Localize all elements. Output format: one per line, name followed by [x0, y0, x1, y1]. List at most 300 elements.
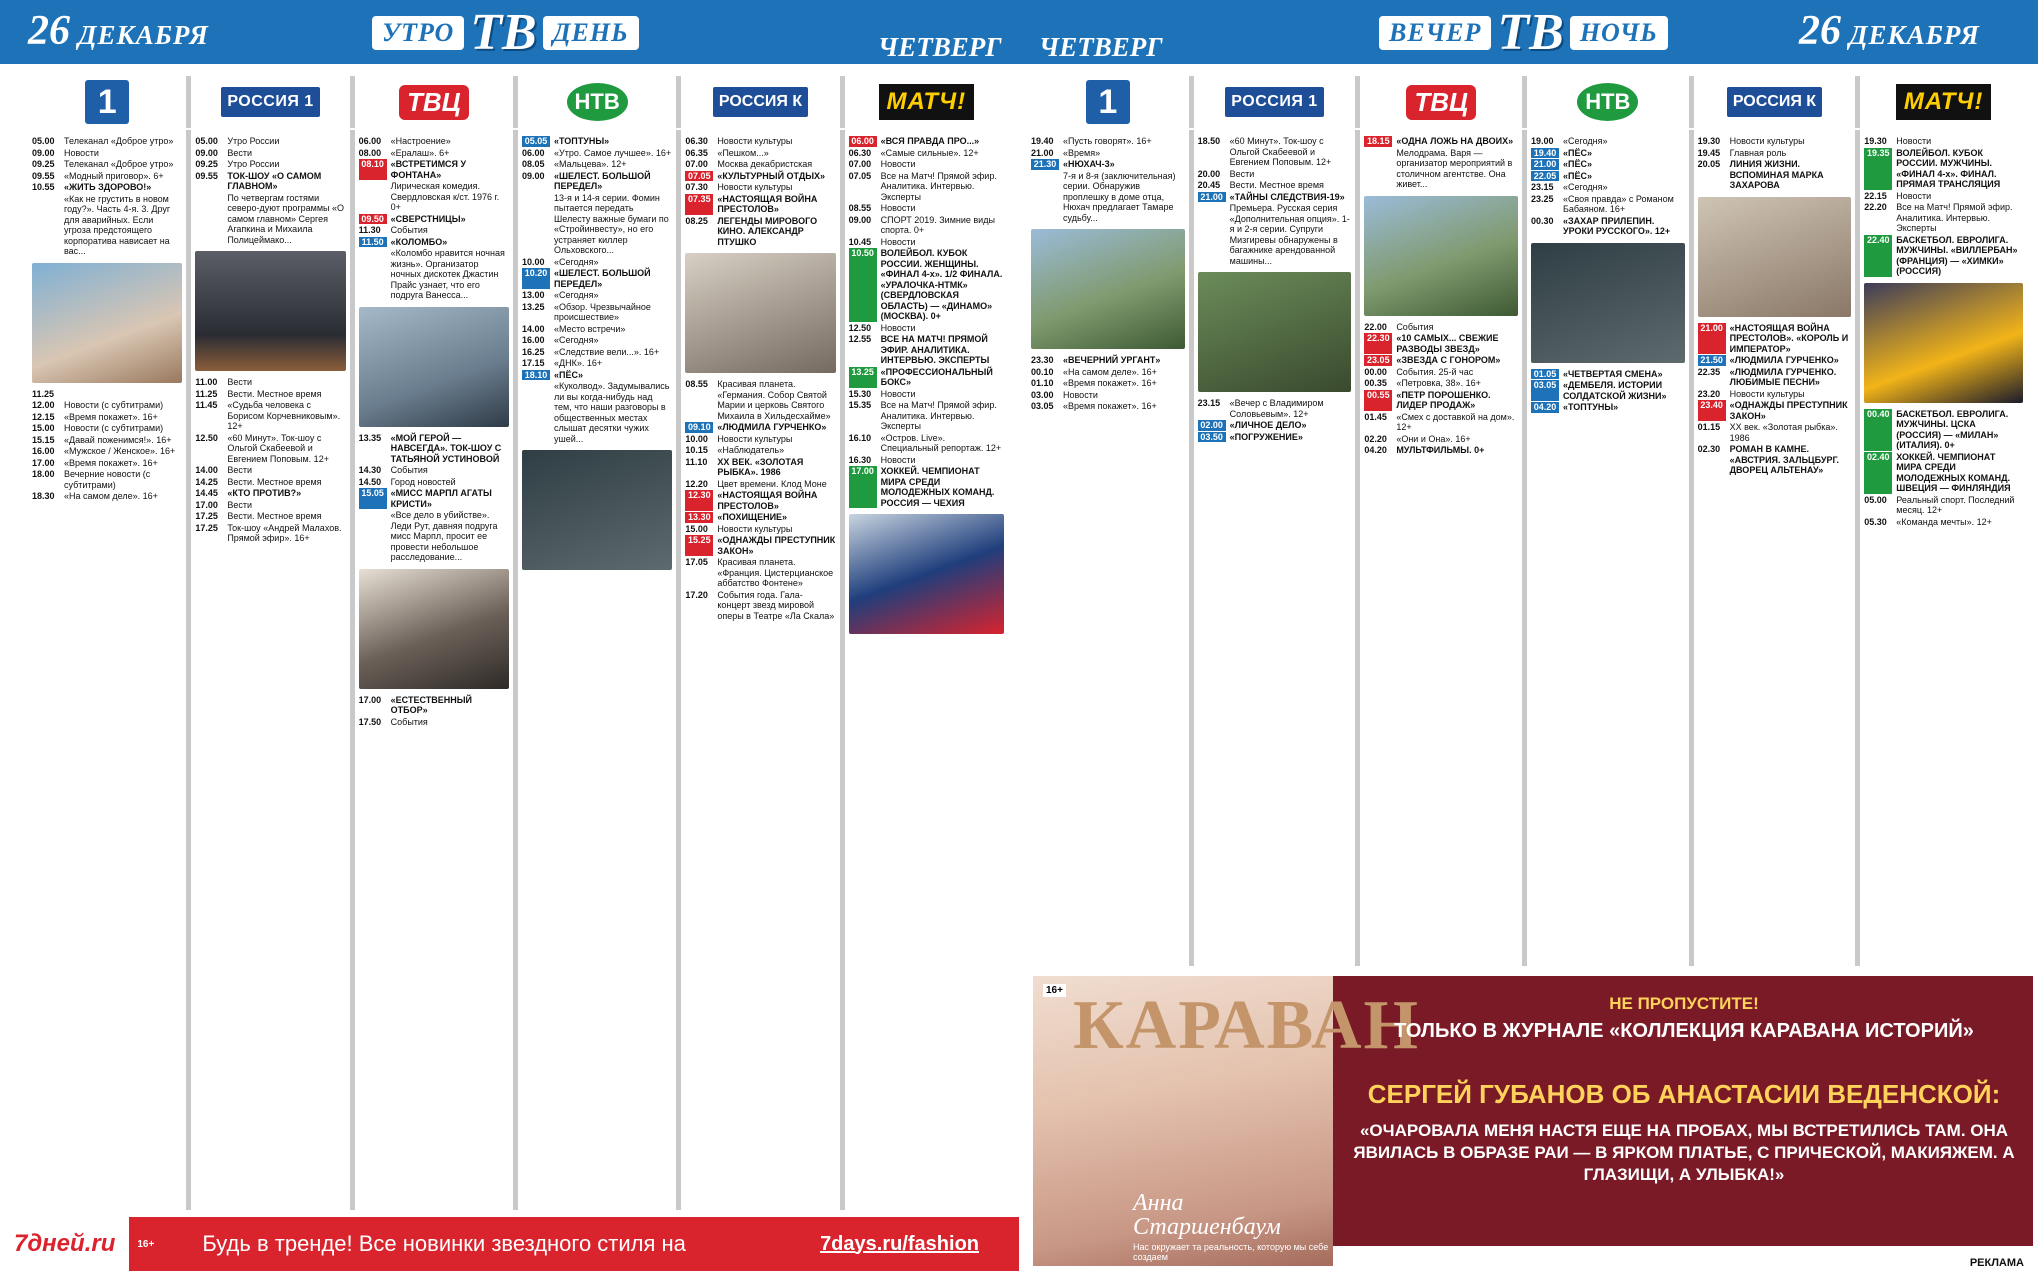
program-row[interactable] — [1198, 398, 1352, 419]
program-row[interactable] — [685, 590, 835, 622]
program-row[interactable] — [195, 465, 345, 476]
program-row[interactable] — [1198, 432, 1352, 443]
program-row[interactable] — [685, 557, 835, 589]
program-time: 20.45 — [1197, 180, 1221, 190]
program-row[interactable] — [849, 215, 1004, 236]
program-row[interactable] — [522, 193, 672, 256]
program-title: «Сегодня» — [553, 335, 599, 345]
program-time: 14.30 — [358, 465, 382, 475]
program-row[interactable] — [685, 524, 835, 535]
program-title: «ЛЮДМИЛА ГУРЧЕНКО» — [1729, 355, 1839, 365]
program-row[interactable] — [1364, 136, 1518, 147]
program-row[interactable] — [849, 389, 1004, 400]
program-title: События. 25-й час — [1396, 366, 1474, 377]
channel-logo — [1360, 76, 1527, 128]
program-time: 17.00 — [195, 499, 218, 510]
program-row[interactable] — [685, 445, 835, 456]
program-time: 17.25 — [195, 511, 218, 521]
program-title: «10 САМЫХ... СВЕЖИЕ РАЗВОДЫ ЗВЕЗД» — [1396, 333, 1499, 354]
program-row[interactable] — [849, 334, 1004, 366]
program-time: 14.00 — [195, 465, 218, 475]
program-time: 11.10 — [685, 456, 708, 467]
program-row[interactable] — [32, 136, 182, 147]
program-time: 01.15 — [1697, 422, 1721, 432]
program-row[interactable] — [32, 148, 182, 159]
program-row[interactable] — [685, 216, 835, 248]
program-title: Вести. Местное время — [227, 511, 322, 521]
channel-column — [1360, 130, 1527, 966]
program-time: 10.50 — [849, 248, 877, 322]
program-time: 15.05 — [359, 488, 387, 509]
program-time: 23.05 — [1364, 355, 1392, 366]
program-row[interactable] — [359, 488, 509, 509]
program-row[interactable] — [195, 500, 345, 511]
program-row[interactable] — [1198, 192, 1352, 203]
program-title: «Все дело в убийстве». Леди Рут, давняя подруга мисс Марпл, просит ее провести небольшое расследование... — [390, 510, 498, 562]
program-row[interactable] — [522, 290, 672, 301]
program-row[interactable] — [359, 237, 509, 248]
program-row[interactable] — [685, 422, 835, 433]
program-row[interactable] — [522, 381, 672, 444]
program-row[interactable] — [359, 214, 509, 225]
program-time: 22.35 — [1697, 366, 1721, 377]
program-row[interactable] — [1198, 180, 1352, 191]
program-row[interactable] — [1031, 401, 1185, 412]
program-time: 17.00 — [358, 694, 382, 705]
program-row[interactable] — [849, 148, 1004, 159]
program-row[interactable] — [522, 358, 672, 369]
program-title: «ЛЮДМИЛА ГУРЧЕНКО» — [717, 422, 827, 432]
program-time: 22.30 — [1364, 333, 1392, 354]
program-photo — [1364, 196, 1518, 316]
program-row[interactable] — [32, 159, 182, 170]
program-row[interactable] — [32, 182, 182, 193]
program-row[interactable] — [1698, 400, 1852, 421]
program-row[interactable] — [1698, 323, 1852, 355]
program-time: 09.00 — [848, 214, 872, 225]
program-row[interactable] — [849, 237, 1004, 248]
program-row[interactable] — [849, 433, 1004, 454]
program-row[interactable] — [195, 477, 345, 488]
program-row[interactable] — [685, 490, 835, 511]
program-row[interactable] — [1031, 136, 1185, 147]
program-time: 17.00 — [32, 457, 55, 468]
program-row[interactable] — [522, 347, 672, 358]
program-time: 17.25 — [195, 522, 218, 533]
program-row[interactable] — [1198, 420, 1352, 431]
program-row[interactable] — [195, 433, 345, 465]
program-row[interactable] — [1864, 235, 2023, 277]
program-row[interactable] — [685, 379, 835, 421]
program-title: «Петровка, 38». 16+ — [1396, 378, 1481, 388]
program-time: 12.50 — [195, 432, 218, 443]
program-row[interactable] — [685, 159, 835, 170]
channel-logo-mark: РОССИЯ К — [713, 87, 808, 117]
channel-logo-mark: РОССИЯ К — [1727, 87, 1822, 117]
program-title: «Модный приговор». 6+ — [64, 170, 164, 181]
channel-logo-mark: 1 — [85, 80, 129, 124]
program-row[interactable] — [195, 193, 345, 246]
program-row[interactable] — [849, 203, 1004, 214]
program-time: 07.00 — [848, 159, 872, 169]
program-time: 06.35 — [685, 147, 708, 158]
program-time: 08.55 — [685, 379, 708, 389]
program-photo — [1698, 197, 1852, 317]
program-row[interactable] — [1031, 171, 1185, 224]
program-row[interactable] — [32, 458, 182, 469]
program-row[interactable] — [849, 171, 1004, 203]
program-title: «ОДНАЖДЫ ПРЕСТУПНИК ЗАКОН» — [1729, 400, 1848, 421]
program-row[interactable] — [849, 323, 1004, 334]
program-row[interactable] — [359, 695, 509, 716]
program-row[interactable] — [32, 446, 182, 457]
program-title: «Смех с доставкой на дом». 12+ — [1396, 411, 1515, 432]
program-time: 23.30 — [1031, 355, 1054, 365]
program-row[interactable] — [1364, 445, 1518, 456]
channel-column — [191, 130, 354, 1210]
program-title: 13-я и 14-я серии. Фомин пытается передать Шелесту важные бумаги по «Стройинвесту», но его устраняет киллер Ольховского... — [553, 192, 669, 255]
program-title: Новости — [880, 322, 916, 333]
weekday-label: ЧЕТВЕРГ — [1039, 32, 1163, 62]
program-row[interactable] — [1698, 389, 1852, 400]
footer-link[interactable]: 7days.ru/fashion — [820, 1232, 979, 1255]
program-row[interactable] — [1864, 409, 2023, 451]
program-time: 12.00 — [32, 400, 55, 410]
program-row[interactable] — [1364, 322, 1518, 333]
program-row[interactable] — [849, 248, 1004, 322]
program-photo — [359, 569, 509, 689]
program-row[interactable] — [1531, 216, 1685, 237]
program-time: 14.50 — [358, 476, 382, 487]
program-row[interactable] — [32, 194, 182, 257]
program-row[interactable] — [685, 512, 835, 523]
program-row[interactable] — [685, 182, 835, 193]
program-time: 09.50 — [359, 214, 387, 225]
program-row[interactable] — [359, 717, 509, 728]
program-time: 18.15 — [1364, 136, 1392, 147]
program-title: «Они и Онa». 16+ — [1396, 433, 1471, 444]
program-row[interactable] — [1531, 148, 1685, 159]
tv-logo: ВЕЧЕР ТВ НОЧЬ — [1379, 10, 1668, 56]
program-row[interactable] — [522, 335, 672, 346]
program-row[interactable] — [685, 148, 835, 159]
program-row[interactable] — [1531, 380, 1685, 401]
program-row[interactable] — [1364, 390, 1518, 411]
program-time: 08.25 — [685, 215, 708, 226]
program-title: Новости культуры — [717, 182, 793, 192]
program-time: 16.00 — [32, 446, 55, 456]
magazine-cover-name: Анна Старшенбаум — [1133, 1190, 1281, 1240]
program-title: «ОДНАЖДЫ ПРЕСТУПНИК ЗАКОН» — [717, 535, 836, 556]
program-row[interactable] — [1698, 367, 1852, 388]
channel-logo-mark: МАТЧ! — [1896, 84, 1992, 120]
program-row[interactable] — [522, 268, 672, 289]
channel-logo — [355, 76, 518, 128]
program-row[interactable] — [685, 434, 835, 445]
program-row[interactable] — [1364, 333, 1518, 354]
program-row[interactable] — [522, 159, 672, 170]
program-row[interactable] — [359, 477, 509, 488]
site-logo[interactable]: 7дней.ru — [0, 1217, 129, 1271]
program-row[interactable] — [1031, 355, 1185, 366]
program-time — [522, 193, 550, 256]
program-time: 08.00 — [358, 147, 382, 158]
program-time: 08.10 — [359, 159, 387, 180]
program-row[interactable] — [1864, 191, 2023, 202]
program-row[interactable] — [1031, 378, 1185, 389]
program-row[interactable] — [685, 171, 835, 182]
program-row[interactable] — [1698, 422, 1852, 443]
program-row[interactable] — [32, 400, 182, 411]
program-title: «КУЛЬТУРНЫЙ ОТДЫХ» — [717, 170, 826, 181]
program-title: ЛЕГЕНДЫ МИРОВОГО КИНО. АЛЕКСАНДР ПТУШКО — [717, 215, 818, 247]
program-row[interactable] — [685, 136, 835, 147]
program-row[interactable] — [1364, 378, 1518, 389]
program-title: Москва декабристская — [717, 159, 813, 169]
program-row[interactable] — [1531, 402, 1685, 413]
program-row[interactable] — [849, 400, 1004, 432]
program-row[interactable] — [849, 455, 1004, 466]
program-row[interactable] — [195, 148, 345, 159]
program-row[interactable] — [1364, 355, 1518, 366]
program-title: «ТОПТУНЫ» — [1562, 402, 1619, 412]
program-row[interactable] — [195, 136, 345, 147]
program-time: 19.30 — [1697, 136, 1721, 146]
channel-logo-mark: НТВ — [567, 83, 628, 121]
program-title: «Давай поженимся!». 16+ — [64, 434, 172, 445]
program-row[interactable] — [1531, 369, 1685, 380]
program-title: «Коломбо нравится ночная жизнь». Организатор ночных дискотек Джастин Прайс узнает, что его подруга Ванесса... — [390, 248, 505, 300]
program-time: 11.25 — [195, 388, 218, 399]
program-time: 09.25 — [195, 159, 218, 169]
program-row[interactable] — [1031, 159, 1185, 170]
program-time: 10.20 — [522, 268, 550, 289]
channel-column — [1694, 130, 1861, 966]
program-title: Цвет времени. Клод Моне — [717, 478, 827, 489]
program-row[interactable] — [1364, 434, 1518, 445]
program-row[interactable] — [849, 136, 1004, 147]
program-title: «Время покажет». 16+ — [64, 411, 158, 422]
advertisement[interactable] — [1019, 976, 2038, 1271]
program-row[interactable] — [1031, 148, 1185, 159]
program-row[interactable] — [1698, 444, 1852, 476]
program-time: 23.20 — [1697, 388, 1721, 399]
program-row[interactable] — [195, 171, 345, 192]
program-row[interactable] — [1364, 148, 1518, 190]
program-row[interactable] — [1698, 159, 1852, 191]
program-time: 09.10 — [685, 422, 713, 433]
program-row[interactable] — [1531, 194, 1685, 215]
program-time: 05.05 — [522, 136, 550, 147]
program-row[interactable] — [1698, 148, 1852, 159]
program-time: 12.55 — [848, 334, 872, 344]
program-row[interactable] — [522, 148, 672, 159]
program-title: Город новостей — [390, 476, 456, 487]
program-time: 19.00 — [1530, 136, 1554, 146]
program-time: 17.20 — [685, 589, 708, 600]
program-row[interactable] — [1198, 203, 1352, 266]
program-row[interactable] — [1864, 517, 2023, 528]
program-title: Новости (с субтитрами) — [64, 423, 164, 433]
program-row[interactable] — [359, 159, 509, 180]
program-title: «ДЕМБЕЛЯ. ИСТОРИИ СОЛДАТСКОЙ ЖИЗНИ» — [1562, 380, 1667, 401]
program-row[interactable] — [522, 171, 672, 192]
program-title: Новости — [880, 388, 916, 399]
program-row[interactable] — [195, 377, 345, 388]
program-row[interactable] — [1531, 182, 1685, 193]
program-row[interactable] — [1864, 495, 2023, 516]
program-time: 10.00 — [685, 433, 708, 444]
program-time — [1364, 148, 1392, 190]
program-row[interactable] — [195, 511, 345, 522]
program-title: Телеканал «Доброе утро» — [64, 159, 174, 169]
program-time: 20.00 — [1197, 168, 1221, 179]
program-time: 17.15 — [521, 358, 545, 368]
program-row[interactable] — [32, 423, 182, 434]
program-row[interactable] — [522, 302, 672, 323]
program-row[interactable] — [1531, 136, 1685, 147]
program-time: 11.50 — [359, 237, 387, 248]
program-time: 20.05 — [1697, 159, 1721, 169]
program-row[interactable] — [359, 433, 509, 465]
program-title: «Судьба человека с Борисом Корчевниковым». 12+ — [227, 400, 341, 431]
program-row[interactable] — [32, 469, 182, 490]
program-title: «НЮХАЧ-3» — [1063, 159, 1115, 169]
program-time: 00.10 — [1031, 366, 1054, 377]
program-row[interactable] — [1531, 159, 1685, 170]
program-row[interactable] — [359, 248, 509, 301]
program-row[interactable] — [1198, 169, 1352, 180]
program-row[interactable] — [1864, 452, 2023, 494]
program-row[interactable] — [1364, 367, 1518, 378]
program-title: «60 Минут». Ток-шоу с Ольгой Скабеевой и Евгением Поповым. 12+ — [1229, 136, 1332, 167]
program-row[interactable] — [685, 535, 835, 556]
program-row[interactable] — [359, 148, 509, 159]
program-title: «ВЕЧЕРНИЙ УРГАНТ» — [1063, 355, 1161, 365]
program-row[interactable] — [1698, 355, 1852, 366]
program-row[interactable] — [195, 400, 345, 432]
program-row[interactable] — [195, 389, 345, 400]
program-row[interactable] — [1031, 367, 1185, 378]
program-time — [195, 193, 223, 246]
program-title: МУЛЬТФИЛЬМЫ. 0+ — [1396, 445, 1485, 455]
program-time: 05.00 — [32, 136, 55, 146]
program-row[interactable] — [1198, 136, 1352, 168]
program-row[interactable] — [359, 465, 509, 476]
program-row[interactable] — [522, 136, 672, 147]
program-row[interactable] — [849, 466, 1004, 508]
program-time: 14.25 — [195, 476, 218, 487]
program-row[interactable] — [32, 435, 182, 446]
program-row[interactable] — [359, 510, 509, 563]
program-row[interactable] — [522, 257, 672, 268]
program-time: 13.35 — [358, 432, 382, 443]
program-time: 05.00 — [195, 136, 218, 146]
program-title: Новости культуры — [717, 136, 793, 146]
program-time: 14.00 — [521, 323, 545, 334]
program-row[interactable] — [849, 159, 1004, 170]
program-title: РОМАН В КАМНЕ. «АВСТРИЯ. ЗАЛЬЦБУРГ. ДВОРЕЦ АЛЬТЕНАУ» — [1729, 444, 1839, 475]
program-row[interactable] — [195, 159, 345, 170]
program-title: Вести — [227, 465, 252, 475]
program-time: 21.00 — [1698, 323, 1726, 355]
program-time: 09.00 — [32, 147, 55, 158]
program-row[interactable] — [195, 488, 345, 499]
channel-logo-mark: ТВЦ — [399, 85, 469, 120]
program-time: 19.35 — [1864, 148, 1892, 190]
program-row[interactable] — [1864, 136, 2023, 147]
program-time: 00.55 — [1364, 390, 1392, 411]
program-title: Вести. Местное время — [227, 476, 322, 487]
program-photo — [685, 253, 835, 373]
program-row[interactable] — [359, 136, 509, 147]
magazine-cover — [1033, 976, 1420, 1266]
program-time: 15.15 — [32, 434, 55, 445]
program-row[interactable] — [1364, 412, 1518, 433]
channel-logo-mark: НТВ — [1577, 83, 1638, 121]
program-row[interactable] — [522, 324, 672, 335]
program-photo — [32, 263, 182, 383]
program-row[interactable] — [32, 389, 182, 400]
program-row[interactable] — [1864, 202, 2023, 234]
program-row[interactable] — [32, 171, 182, 182]
program-time: 12.50 — [848, 322, 872, 333]
channel-logo-mark: РОССИЯ 1 — [221, 87, 319, 117]
program-row[interactable] — [1031, 390, 1185, 401]
program-title: Телеканал «Доброе утро» — [64, 136, 174, 146]
program-row[interactable] — [522, 370, 672, 381]
program-time: 00.35 — [1364, 378, 1387, 388]
program-time — [32, 194, 60, 257]
program-title: «ПЁС» — [1562, 147, 1592, 158]
channel-logo — [681, 76, 844, 128]
program-time: 07.35 — [685, 194, 713, 215]
program-row[interactable] — [1698, 136, 1852, 147]
channel-logo — [1027, 76, 1194, 128]
program-row[interactable] — [32, 412, 182, 423]
program-title: «Время покажет». 16+ — [64, 457, 158, 468]
program-row[interactable] — [1864, 148, 2023, 190]
program-time: 21.30 — [1031, 159, 1059, 170]
program-time: 12.15 — [32, 411, 55, 422]
program-time: 16.10 — [848, 432, 872, 443]
channel-column — [1527, 130, 1694, 966]
weekday-label: ЧЕТВЕРГ — [878, 32, 1002, 62]
program-title: «ПЁС» — [553, 369, 583, 380]
program-row[interactable] — [359, 225, 509, 236]
program-title: Новости — [880, 236, 916, 247]
program-time: 19.30 — [1864, 136, 1887, 146]
program-row[interactable] — [359, 181, 509, 213]
program-time: 22.40 — [1864, 235, 1892, 277]
program-time — [359, 248, 387, 301]
program-row[interactable] — [32, 491, 182, 502]
program-row[interactable] — [685, 457, 835, 478]
channel-logo-mark: ТВЦ — [1406, 85, 1476, 120]
program-time: 02.00 — [1198, 420, 1226, 431]
program-row[interactable] — [685, 479, 835, 490]
program-title: Ток-шоу «Андрей Малахов. Прямой эфир». 16+ — [227, 522, 342, 543]
program-title: «ПЁС» — [1562, 170, 1592, 181]
program-row[interactable] — [685, 194, 835, 215]
program-row[interactable] — [849, 367, 1004, 388]
program-title: Премьера. Русская серия «Дополнительная опция». 1-я и 2-я серии. Супруги Мизгиревы обнаружены в багажнике арендованной машины... — [1229, 203, 1350, 266]
program-row[interactable] — [195, 523, 345, 544]
channel-logo — [1527, 76, 1694, 128]
program-time: 01.10 — [1031, 378, 1054, 388]
program-time: 01.05 — [1531, 369, 1559, 380]
program-row[interactable] — [1531, 171, 1685, 182]
